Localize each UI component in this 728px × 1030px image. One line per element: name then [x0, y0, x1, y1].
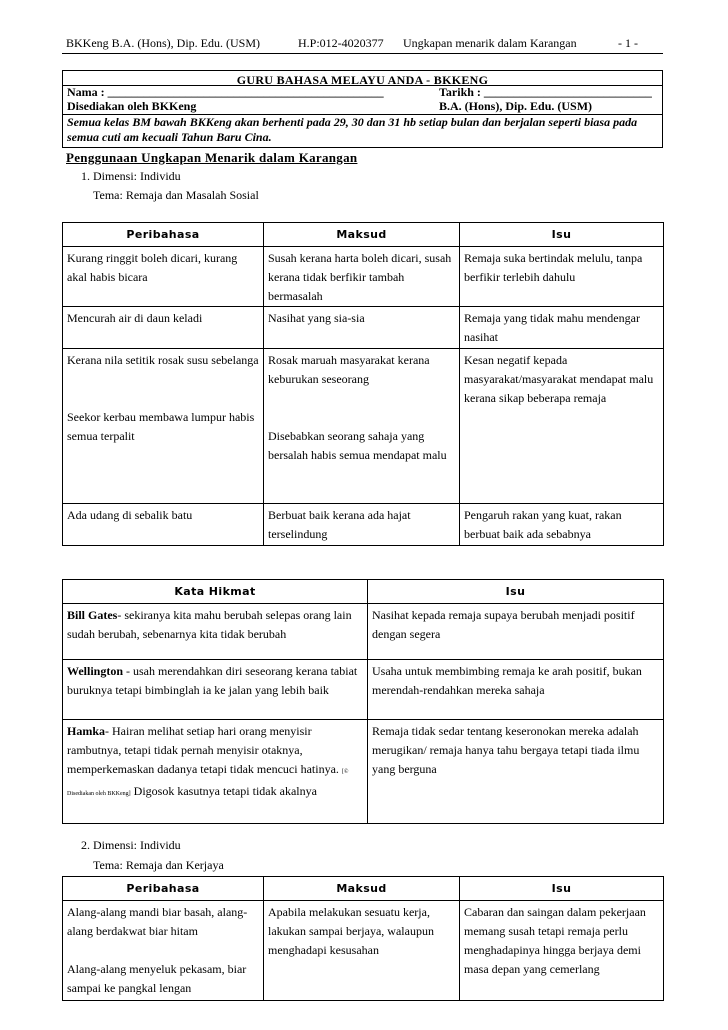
isu-cell: Kesan negatif kepada masyarakat/masyarakat mendapat malu kerana sikap beberapa remaja	[460, 349, 664, 504]
col-header-peribahasa: Peribahasa	[63, 223, 264, 247]
peribahasa-cell	[63, 901, 264, 1001]
peribahasa-text: Seekor kerbau membawa lumpur habis semua terpalit	[67, 410, 255, 443]
table-row	[63, 247, 664, 307]
col-header-maksud: Maksud	[264, 877, 460, 901]
peribahasa-text: Kerana nila setitik rosak susu sebelanga	[67, 353, 259, 367]
quote-cell	[63, 604, 368, 660]
quote-author: Bill Gates	[67, 608, 118, 622]
isu-cell: Remaja yang tidak mahu mendengar nasihat	[460, 307, 664, 349]
header-title: Ungkapan menarik dalam Karangan	[403, 36, 577, 50]
quote-table	[62, 579, 664, 824]
table-row	[63, 901, 664, 1001]
peribahasa-cell: Kurang ringgit boleh dicari, kurang akal habis bicara	[63, 247, 264, 307]
info-box-title: GURU BAHASA MELAYU ANDA - BKKENG	[236, 73, 489, 87]
teacher-info-box	[62, 70, 663, 148]
header-author: BKKeng B.A. (Hons), Dip. Edu. (USM)	[66, 36, 260, 50]
isu-cell: Nasihat kepada remaja supaya berubah menjadi positif dengan segera	[368, 604, 664, 660]
peribahasa-text: Alang-alang mandi biar basah, alang-alang berdakwat biar hitam	[67, 905, 248, 938]
col-header-peribahasa: Peribahasa	[63, 877, 264, 901]
table-header-row	[63, 877, 664, 901]
table-row	[63, 307, 664, 349]
peribahasa-text: Alang-alang menyeluk pekasam, biar sampai ke pangkal lengan	[67, 962, 247, 995]
section2-theme: Tema: Remaja dan Kerjaya	[93, 858, 224, 872]
proverb-table-2	[62, 876, 664, 1001]
maksud-text: Disebabkan seorang sahaja yang bersalah habis semua mendapat malu	[268, 429, 447, 462]
copyright-note: [© Disediakan oleh BKKeng]	[67, 769, 349, 797]
class-notice: Semua kelas BM bawah BKKeng akan berhenti pada 29, 30 dan 31 hb setiap bulan dan berjalan seperti biasa pada semua cuti am kecuali Tahun Baru Cina.	[67, 115, 638, 144]
header-phone: H.P:012-4020377	[298, 36, 384, 50]
col-header-isu: Isu	[460, 877, 664, 901]
maksud-cell	[264, 349, 460, 504]
maksud-cell: Nasihat yang sia-sia	[264, 307, 460, 349]
header-page-number: - 1 -	[618, 36, 638, 50]
quote-text: - sekiranya kita mahu berubah selepas orang lain sudah berubah, sebenarnya kita tidak berubah	[67, 608, 352, 641]
table-row	[63, 660, 664, 720]
quote-text: - usah merendahkan diri seseorang kerana tabiat buruknya tetapi bimbinglah ia ke jalan yang lebih baik	[67, 664, 358, 697]
table-row	[63, 604, 664, 660]
proverb-table-1	[62, 222, 664, 546]
isu-cell: Remaja tidak sedar tentang keseronokan mereka adalah merugikan/ remaja hanya tahu bergaya tetapi tiada ilmu yang berguna	[368, 720, 664, 824]
main-heading: Penggunaan Ungkapan Menarik dalam Karangan	[66, 150, 358, 165]
peribahasa-cell: Mencurah air di daun keladi	[63, 307, 264, 349]
isu-cell: Cabaran dan saingan dalam pekerjaan memang susah tetapi remaja perlu menghadapinya hingga berjaya demi masa depan yang cemerlang	[460, 901, 664, 1001]
section2-dimension: 2. Dimensi: Individu	[81, 838, 181, 852]
section1-theme: Tema: Remaja dan Masalah Sosial	[93, 188, 259, 202]
isu-cell: Pengaruh rakan yang kuat, rakan berbuat baik ada sebabnya	[460, 504, 664, 546]
quote-author: Hamka	[67, 724, 106, 738]
col-header-kata-hikmat: Kata Hikmat	[63, 580, 368, 604]
col-header-isu: Isu	[368, 580, 664, 604]
maksud-cell: Susah kerana harta boleh dicari, susah kerana tidak berfikir tambah bermasalah	[264, 247, 460, 307]
table-header-row	[63, 223, 664, 247]
quote-cell	[63, 720, 368, 824]
quote-author: Wellington	[67, 664, 124, 678]
header-rule	[62, 53, 663, 54]
table-row	[63, 349, 664, 504]
col-header-maksud: Maksud	[264, 223, 460, 247]
nama-field: Nama : ______________________________________________	[67, 85, 384, 99]
maksud-text: Rosak maruah masyarakat kerana keburukan seseorang	[268, 353, 430, 386]
peribahasa-cell	[63, 349, 264, 504]
tarikh-field: Tarikh : ____________________________	[439, 85, 652, 99]
quote-cell	[63, 660, 368, 720]
peribahasa-cell: Ada udang di sebalik batu	[63, 504, 264, 546]
prepared-by: Disediakan oleh BKKeng	[67, 99, 197, 113]
credentials: B.A. (Hons), Dip. Edu. (USM)	[439, 99, 593, 113]
maksud-cell: Apabila melakukan sesuatu kerja, lakukan sampai berjaya, walaupun menghadapi kesusahan	[264, 901, 460, 1001]
quote-text: Digosok kasutnya tetapi tidak akalnya	[130, 784, 317, 798]
quote-text: - Hairan melihat setiap hari orang menyisir rambutnya, tetapi tidak pernah menyisir otaknya, memperkemaskan dadanya tetapi tidak mencuci hatinya.	[67, 724, 342, 776]
table-row	[63, 720, 664, 824]
table-row	[63, 504, 664, 546]
isu-cell: Remaja suka bertindak melulu, tanpa berfikir terlebih dahulu	[460, 247, 664, 307]
section1-dimension: 1. Dimensi: Individu	[81, 169, 181, 183]
table-header-row	[63, 580, 664, 604]
maksud-cell: Berbuat baik kerana ada hajat terselindung	[264, 504, 460, 546]
isu-cell: Usaha untuk membimbing remaja ke arah positif, bukan merendah-rendahkan mereka sahaja	[368, 660, 664, 720]
col-header-isu: Isu	[460, 223, 664, 247]
